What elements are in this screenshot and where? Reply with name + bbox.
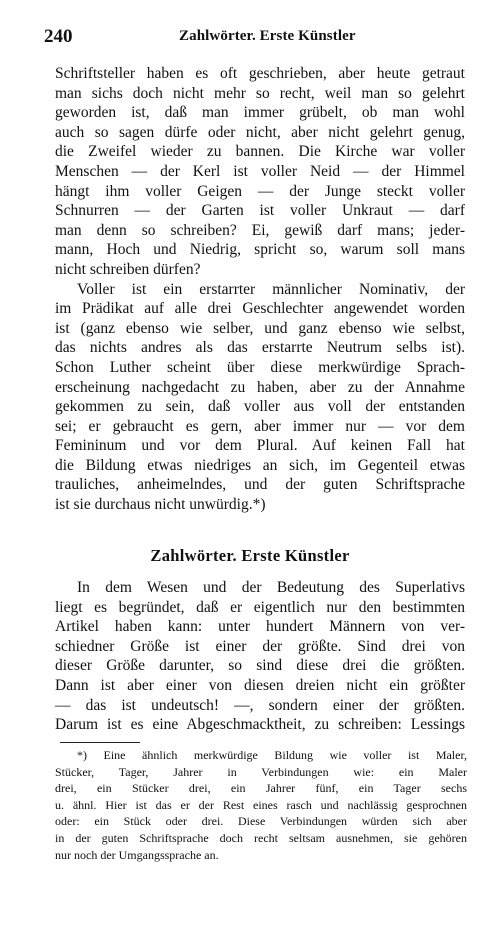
text-line: dieser Größe darunter, so sind diese drei die größten. <box>55 657 465 675</box>
text-line: sei; er gebraucht es gern, aber immer nur — vor dem <box>55 417 465 435</box>
footnote <box>55 747 467 863</box>
text-line: Artikel haben kann: unter hundert Männern von ver- <box>55 618 465 636</box>
text-line: die Bildung etwas niedriges an sich, im Gegenteil etwas <box>55 456 465 474</box>
footnote-line: *) Eine ähnlich merkwürdige Bildung wie voller ist Maler, <box>77 748 467 762</box>
text-line: geworden ist, daß man immer grübelt, ob man wohl <box>55 104 465 122</box>
text-line: hängt ihm voller Geigen — der Junge steckt voller <box>55 182 465 200</box>
text-line: Menschen — der Kerl ist voller Neid — der Himmel <box>55 162 465 180</box>
page-number: 240 <box>44 26 73 47</box>
text-line: In dem Wesen und der Bedeutung des Superlativs <box>77 579 465 596</box>
text-line: die Zweifel wieder zu bannen. Die Kirche war voller <box>55 143 465 161</box>
text-line: Femininum und vor dem Plural. Auf keinen Fall hat <box>55 437 465 455</box>
text-line: Voller ist ein erstarrter männlicher Nominativ, der <box>77 280 465 298</box>
text-line: auch so sagen dürfe oder nicht, aber nicht gelehrt genug, <box>55 123 465 141</box>
text-line: ist (ganz ebenso wie selber, und ganz ebenso wie selbst, <box>55 319 465 337</box>
text-line: — das ist undeutsch! —, sondern einer der größten. <box>55 696 465 714</box>
footnote-divider <box>60 742 140 743</box>
text-line: ist sie durchaus nicht unwürdig.*) <box>55 496 266 514</box>
text-line: das nichts andres als das erstarrte Neutrum selbs ist). <box>55 339 465 357</box>
body-text <box>55 64 465 515</box>
footnote-line: drei, ein Stücker drei, ein Jahrer fünf, ein Tager sechs <box>55 781 467 796</box>
text-line: erscheinung nachgedacht zu haben, aber zu der Annahme <box>55 378 465 396</box>
footnote-line: u. ähnl. Hier ist das er der Rest eines rasch und nachlässig gesprochnen <box>55 797 467 812</box>
text-line: Schriftsteller haben es oft geschrieben, aber heute getraut <box>55 65 465 82</box>
text-line: nicht schreiben dürfen? <box>55 260 201 278</box>
page-header <box>44 26 464 50</box>
text-line: Darum ist es eine Abgeschmacktheit, zu schreiben: Lessings <box>55 716 465 734</box>
text-line: man denn so schreiben? Ei, gewiß darf mans; jeder- <box>55 221 465 239</box>
footnote-line: oder: ein Stück oder drei. Diese Verbindungen würden sich aber <box>55 814 467 829</box>
footnote-line: nur noch der Umgangssprache an. <box>55 847 219 862</box>
text-line: Schon Luther scheint über diese merkwürdige Sprach- <box>55 358 465 376</box>
section-heading: Zahlwörter. Erste Künstler <box>150 546 350 565</box>
text-line: gekommen zu sein, daß voller aus voll der entstanden <box>55 398 465 416</box>
footnote-line: Stücker, Tager, Jahrer in Verbindungen wie: ein Maler <box>55 764 467 779</box>
text-line: liegt es begründet, daß er eigentlich nur den bestimmten <box>55 598 465 616</box>
paragraph-2 <box>55 280 465 515</box>
text-line: man sichs doch nicht mehr so recht, weil man so gelehrt <box>55 84 465 102</box>
text-line: trauliches, anheimelndes, und der guten Schriftsprache <box>55 476 465 494</box>
running-head: Zahlwörter. Erste Künstler <box>179 28 356 44</box>
text-line: Dann ist aber einer von diesen dreien nicht ein größter <box>55 676 465 694</box>
text-line: im Prädikat auf alle drei Geschlechter angewendet worden <box>55 300 465 318</box>
section-paragraph <box>55 578 465 735</box>
text-line: schiedner Größe ist einer der größte. Sind drei von <box>55 637 465 655</box>
paragraph-1 <box>55 64 465 280</box>
text-line: mann, Hoch und Niedrig, spricht so, warum soll mans <box>55 241 465 259</box>
footnote-line: in der guten Schriftsprache doch recht seltsam ausnehmen, sie gehören <box>55 830 467 845</box>
text-line: Schnurren — der Garten ist voller Unkraut — darf <box>55 202 465 220</box>
